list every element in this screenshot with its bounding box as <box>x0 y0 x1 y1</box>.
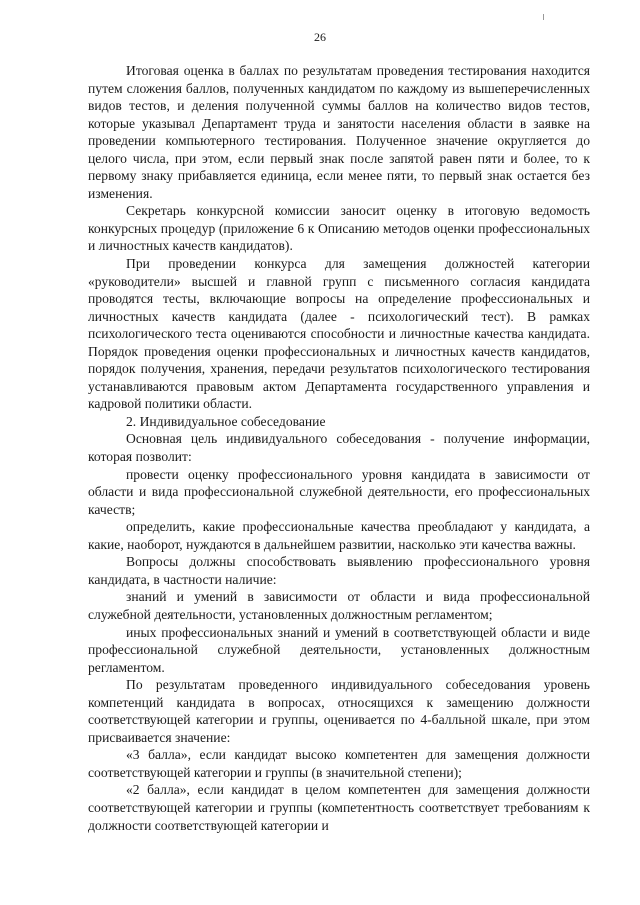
paragraph-psych-test: При проведении конкурса для замещения должностей категории «руководители» высшей и главной групп с письменного согласия кандидата проводятся тесты, включающие вопросы на определение профессиональных и личностных качеств кандидата (далее - психологический тест). В рамках психологического теста оцениваются способности и личностные качества кандидата. Порядок проведения оценки профессиональных и личностных качеств кандидатов, порядок получения, хранения, передачи результатов психологического тестирования устанавливаются правовым актом Департамента государственного управления и кадровой политики области. <box>88 256 590 412</box>
list-item-score-3: «3 балла», если кандидат высоко компетентен для замещения должности соответствующей категории и группы (в значительной степени); <box>88 747 590 780</box>
paragraph-scoring-scale: По результатам проведенного индивидуального собеседования уровень компетенций кандидата в вопросах, относящихся к замещению должности соответствующей категории и группы, оценивается по 4-балльной шкале, при этом присваивается значение: <box>88 677 590 745</box>
list-item-knowledge: знаний и умений в зависимости от области и вида профессиональной служебной деятельности, установленных должностным регламентом; <box>88 589 590 622</box>
document-body <box>88 62 590 834</box>
paragraph-secretary: Секретарь конкурсной комиссии заносит оценку в итоговую ведомость конкурсных процедур (приложение 6 к Описанию методов оценки профессиональных и личностных качеств кандидатов). <box>88 203 590 254</box>
paragraph-test-score: Итоговая оценка в баллах по результатам проведения тестирования находится путем сложения баллов, полученных кандидатом по каждому из вышеперечисленных видов тестов, и деления полученной суммы баллов на количество видов тестов, которые указывал Департамент труда и занятости населения области в заявке на проведении компьютерного тестирования. Полученное значение округляется до целого числа, при этом, если первый знак после запятой равен пяти и более, то к первому знаку прибавляется единица, если менее пяти, то первый знак остается без изменения. <box>88 63 590 201</box>
list-item-determine-qualities: определить, какие профессиональные качества преобладают у кандидата, а какие, наоборот, нуждаются в дальнейшем развитии, насколько эти качества важны. <box>88 519 590 552</box>
page-number: 26 <box>314 30 326 44</box>
list-item-assess-level: провести оценку профессионального уровня кандидата в зависимости от области и вида профессиональной служебной деятельности, его профессиональных качеств; <box>88 466 590 517</box>
paragraph-interview-goal: Основная цель индивидуального собеседования - получение информации, которая позволит: <box>88 431 590 465</box>
scan-mark <box>543 14 544 20</box>
paragraph-questions: Вопросы должны способствовать выявлению профессионального уровня кандидата, в частности наличие: <box>88 554 590 587</box>
list-item-other-knowledge: иных профессиональных знаний и умений в соответствующей области и виде профессиональной служебной деятельности, установленных должностным регламентом. <box>88 624 590 675</box>
section-heading-interview: 2. Индивидуальное собеседование <box>126 413 326 429</box>
list-item-score-2: «2 балла», если кандидат в целом компетентен для замещения должности соответствующей категории и группы (компетентность соответствует требованиям к должности соответствующей категории и <box>88 782 590 833</box>
